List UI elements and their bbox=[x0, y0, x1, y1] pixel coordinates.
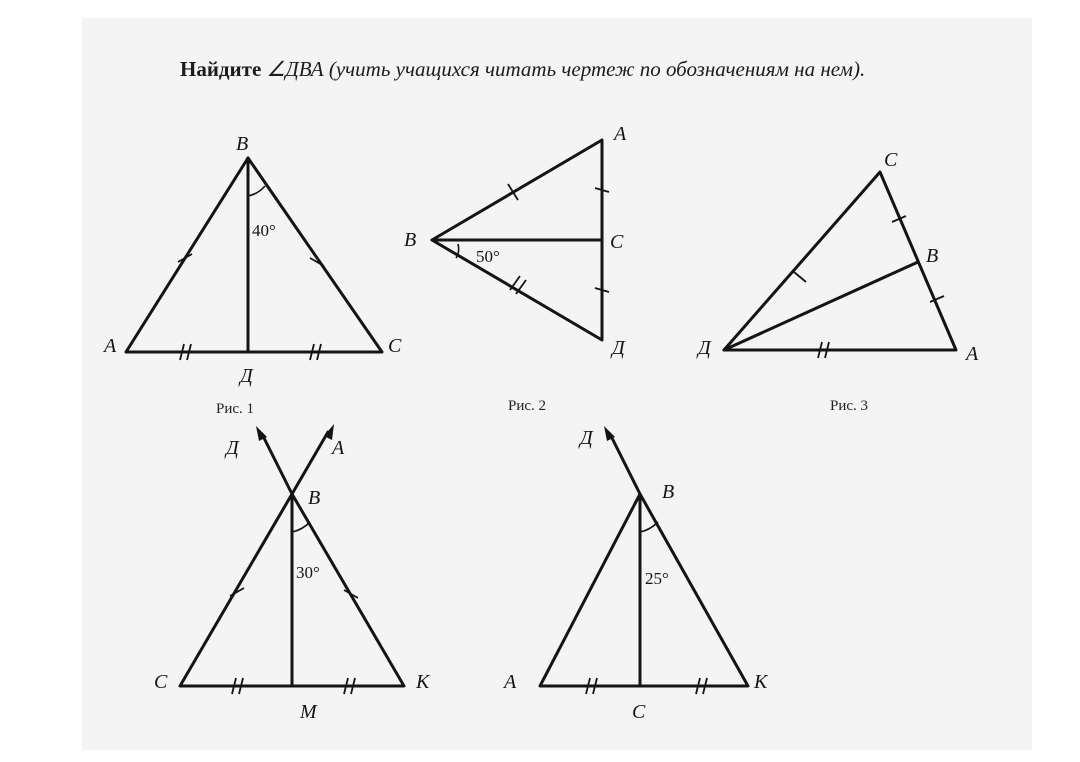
fig3-triangle bbox=[724, 172, 956, 350]
task-angle: ∠ДВА bbox=[266, 57, 324, 81]
fig2-vertex-b: B bbox=[404, 229, 417, 251]
fig3-tick-cd bbox=[794, 272, 806, 282]
fig5-vertex-a: A bbox=[504, 671, 517, 693]
fig4-angle-arc bbox=[292, 522, 310, 532]
figure-5 bbox=[502, 426, 769, 723]
fig1-angle-label: 40° bbox=[252, 221, 276, 240]
fig1-triangle bbox=[126, 158, 382, 352]
task-lead: Найдите bbox=[180, 57, 262, 81]
fig4-ray-ba bbox=[292, 432, 328, 494]
fig3-vertex-c: C bbox=[884, 149, 898, 171]
fig2-caption: Рис. 2 bbox=[508, 398, 547, 414]
fig5-vertex-c: C bbox=[632, 701, 646, 723]
fig5-angle-arc bbox=[640, 522, 658, 532]
fig4-vertex-k: K bbox=[416, 671, 430, 693]
fig2-vertex-a: A bbox=[614, 123, 627, 145]
fig4-vertex-b: B bbox=[308, 487, 321, 509]
fig5-angle-label: 25° bbox=[645, 569, 669, 588]
fig4-vertex-d: Д bbox=[226, 437, 239, 459]
fig3-segment-db bbox=[724, 262, 918, 350]
fig3-vertex-d: Д bbox=[698, 337, 711, 359]
task-note: (учить учащихся читать чертеж по обозначениям на нем). bbox=[328, 57, 866, 81]
fig4-vertex-c: C bbox=[154, 671, 168, 693]
figure-4 bbox=[154, 424, 431, 723]
fig4-angle-label: 30° bbox=[296, 563, 320, 582]
fig1-vertex-c: C bbox=[388, 335, 402, 357]
fig5-ray-bd bbox=[610, 434, 640, 494]
fig5-triangle bbox=[540, 494, 748, 686]
fig3-vertex-b: B bbox=[926, 245, 939, 267]
fig5-vertex-b: B bbox=[662, 481, 675, 503]
fig2-angle-label: 50° bbox=[476, 247, 500, 266]
figure-1 bbox=[102, 133, 402, 417]
fig2-vertex-d: Д bbox=[612, 337, 625, 359]
fig3-vertex-a: A bbox=[966, 343, 979, 365]
fig3-caption: Рис. 3 bbox=[830, 398, 869, 414]
fig1-angle-arc bbox=[248, 186, 265, 196]
fig1-vertex-d: Д bbox=[240, 365, 253, 387]
figure-2 bbox=[404, 123, 627, 414]
fig1-caption: Рис. 1 bbox=[216, 401, 255, 417]
fig4-ray-bd bbox=[262, 434, 292, 494]
figure-3 bbox=[696, 149, 979, 414]
fig2-vertex-c: C bbox=[610, 231, 624, 253]
fig4-vertex-a: A bbox=[332, 437, 345, 459]
fig1-vertex-b: B bbox=[236, 133, 249, 155]
fig1-vertex-a: A bbox=[104, 335, 117, 357]
fig5-vertex-k: K bbox=[754, 671, 768, 693]
fig4-vertex-m: M bbox=[300, 701, 317, 723]
fig5-vertex-d: Д bbox=[580, 427, 593, 449]
